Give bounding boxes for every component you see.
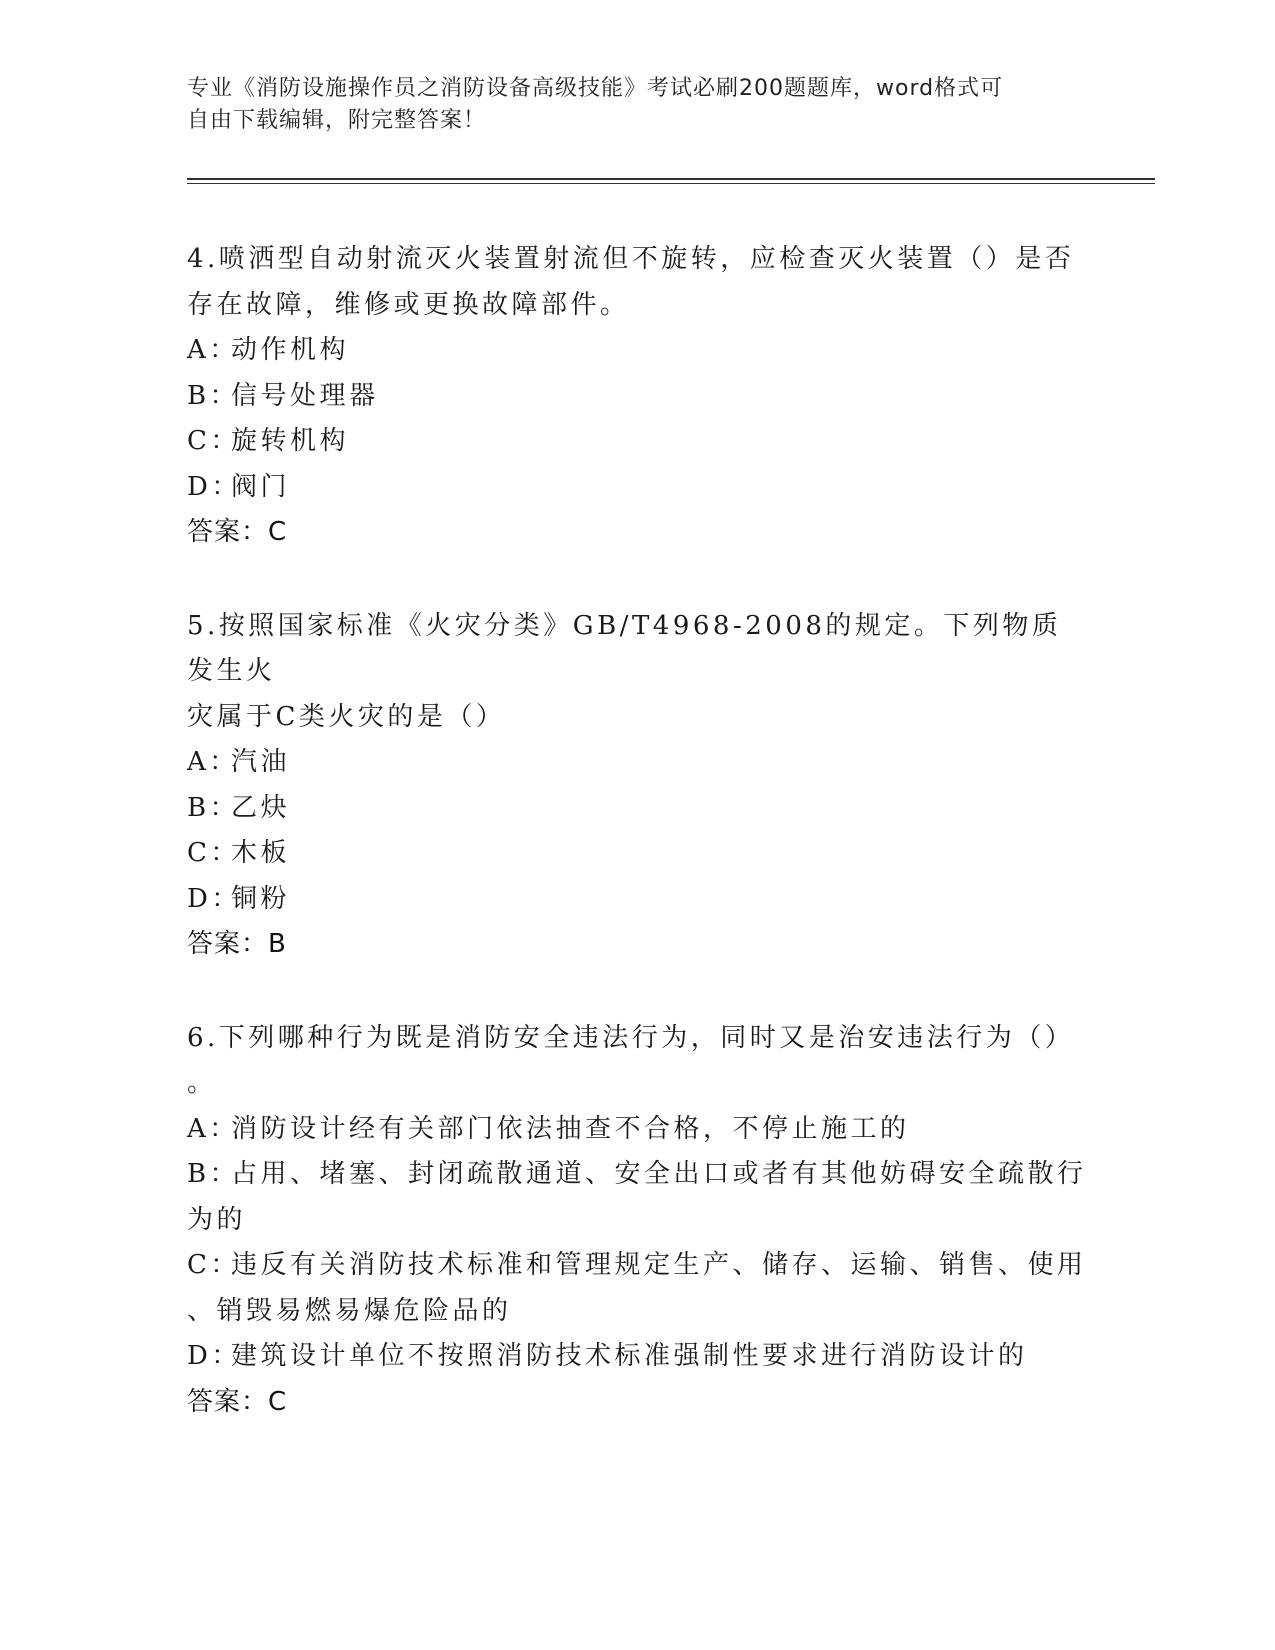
option-b [187,786,1087,832]
question-stem-line: 灾属于C类火灾的是（） [187,701,506,732]
question-stem-line: 存在故障，维修或更换故障部件。 [187,289,630,320]
option-c [187,831,1087,877]
header-line-1: 专业《消防设施操作员之消防设备高级技能》考试必刷200题题库，word格式可 [187,76,1004,101]
header-divider [187,178,1155,180]
question-item [187,604,1087,968]
option-key: A： [187,1113,239,1144]
answer-line: 答案：C [187,517,288,547]
option-b [187,1152,1087,1243]
option-key: B： [187,1159,240,1189]
question-stem [187,237,1087,328]
option-key: C： [187,426,240,456]
option-key: A： [187,747,239,777]
option-text: 汽油 [231,747,291,777]
option-key: C： [187,838,240,868]
option-text: 乙炔 [231,792,291,823]
question-item [187,1016,1087,1426]
option-text-continued: 、销毁易燃易爆危险品的 [187,1295,512,1326]
option-text: 违反有关消防技术标准和管理规定生产、储存、运输、销售、使用 [231,1250,1087,1280]
option-a [187,328,1087,374]
question-item [187,237,1087,556]
question-stem-line: 6.下列哪种行为既是消防安全违法行为，同时又是治安违法行为（） [187,1022,1075,1053]
option-text-continued: 为的 [187,1204,247,1235]
answer-line: 答案：C [187,1386,288,1417]
option-key: B： [187,792,240,823]
option-text: 木板 [231,838,291,868]
option-text: 旋转机构 [231,426,350,456]
option-key: D： [187,1341,241,1371]
option-d [187,877,1087,923]
option-text: 消防设计经有关部门依法抽查不合格，不停止施工的 [231,1113,910,1144]
option-key: B： [187,380,240,411]
option-text: 占用、堵塞、封闭疏散通道、安全出口或者有其他妨碍安全疏散行 [231,1159,1087,1189]
option-d [187,465,1087,511]
question-list [187,237,1087,1473]
option-text: 建筑设计单位不按照消防技术标准强制性要求进行消防设计的 [231,1341,1028,1371]
option-c [187,1243,1087,1334]
question-stem-line: 4.喷洒型自动射流灭火装置射流但不旋转，应检查灭火装置（）是否 [187,244,1075,274]
option-a [187,740,1087,786]
option-text: 信号处理器 [231,380,379,411]
option-b [187,374,1087,420]
option-key: D： [187,471,241,502]
option-key: C： [187,1250,240,1280]
option-text: 动作机构 [231,335,350,365]
option-key: D： [187,883,241,914]
question-stem [187,604,1087,741]
option-text: 铜粉 [231,883,291,914]
option-a [187,1107,1087,1153]
question-stem-line: 5.按照国家标准《火灾分类》GB/T4968-2008的规定。下列物质发生火 [187,610,1062,686]
question-stem [187,1016,1087,1107]
document-header [187,73,1067,137]
answer-line: 答案：B [187,929,287,959]
question-stem-line: 。 [187,1068,217,1098]
option-d [187,1334,1087,1380]
header-divider-thin [187,183,1155,184]
option-text: 阀门 [231,471,291,502]
option-c [187,419,1087,465]
header-line-2: 自由下载编辑，附完整答案！ [187,108,487,133]
option-key: A： [187,335,239,365]
